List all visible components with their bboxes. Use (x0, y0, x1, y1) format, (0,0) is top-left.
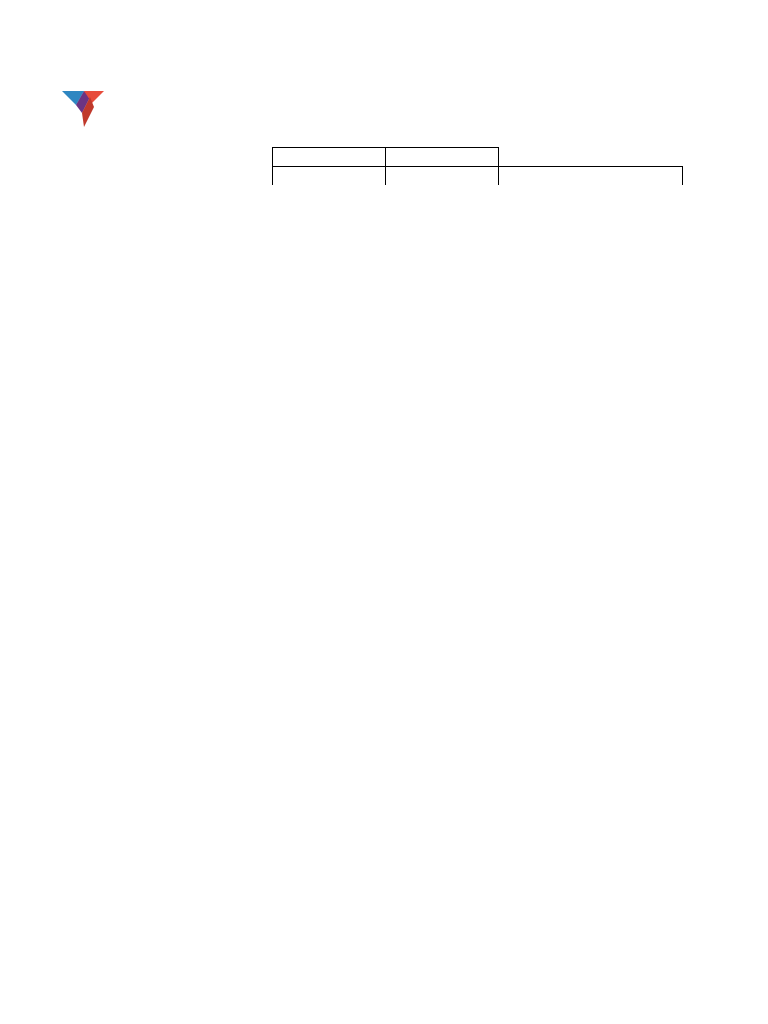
diaria-value-cell (386, 147, 499, 166)
hora-label (272, 166, 386, 185)
quantity-header (499, 166, 683, 185)
procedure-link[interactable] (62, 147, 272, 166)
technipfmc-logo-icon (62, 89, 106, 133)
technipfmc-logo (62, 85, 262, 129)
diaria-label (272, 147, 386, 166)
hora-value-cell (386, 166, 499, 185)
